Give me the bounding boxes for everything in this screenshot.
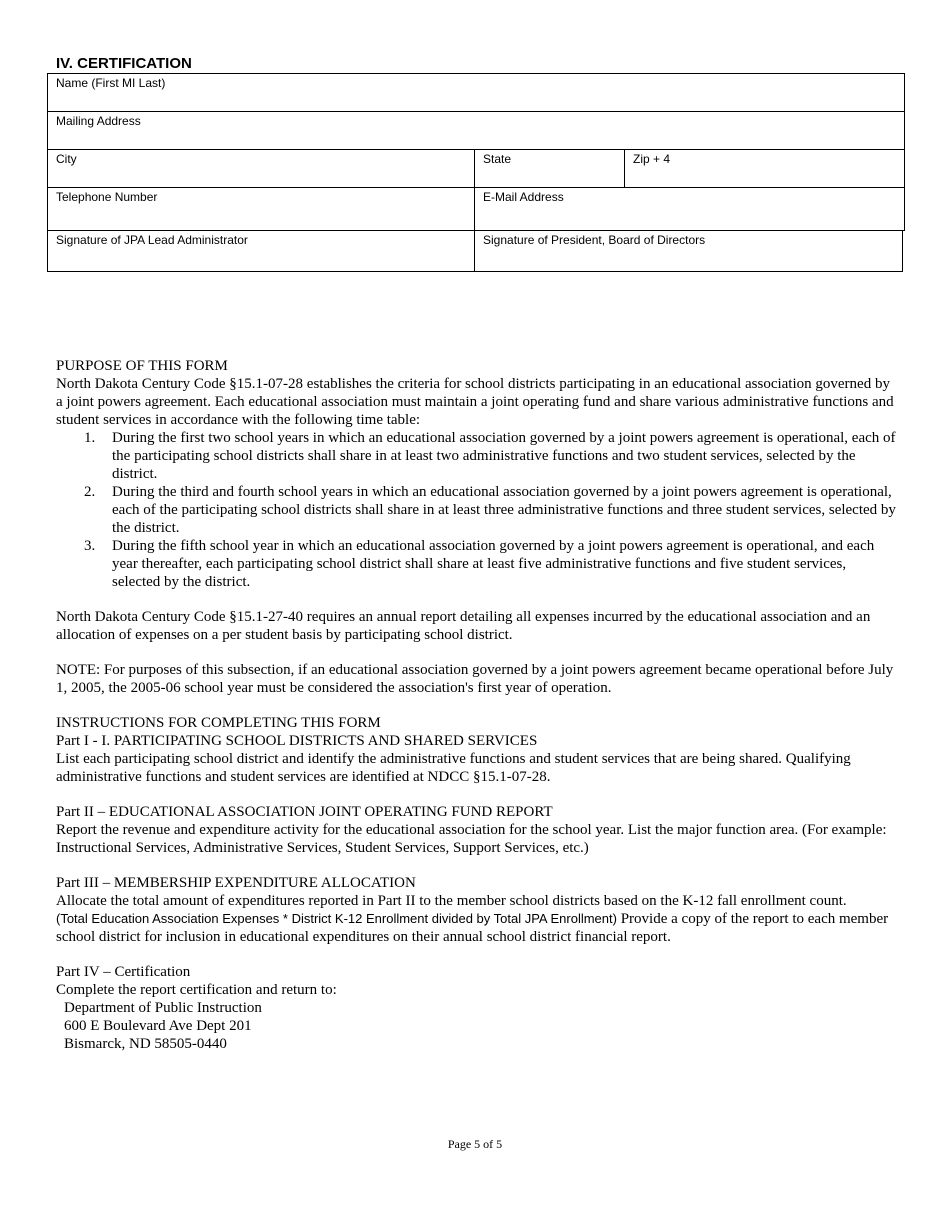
page-number: Page 5 of 5: [447, 1137, 503, 1151]
part1-text: List each participating school district and identify the administrative functions and student services that are being shared. Qualifying administrative functions and student services are identified at NDCC §15.1-07-28.: [56, 751, 851, 785]
mailing-address-label: Mailing Address: [56, 114, 141, 128]
president-signature-field[interactable]: [474, 230, 903, 272]
president-signature-label: Signature of President, Board of Directors: [483, 233, 706, 247]
email-field[interactable]: [474, 187, 905, 231]
timetable-list: [56, 429, 896, 591]
list-text: During the fifth school year in which an educational association governed by a joint powers agreement is operational, and each year thereafter, each participating school district shall share at least five administrative functions and five student services, selected by the district.: [112, 538, 875, 590]
part3-text-a: Allocate the total amount of expenditures reported in Part II to the member school districts based on the K-12 fall enrollment count.: [56, 893, 847, 909]
email-label: E-Mail Address: [483, 190, 564, 204]
list-text: During the first two school years in which an educational association governed by a joint powers agreement is operational, each of the participating school districts shall share in at least two administrative functions and two student services, selected by the district.: [112, 430, 896, 482]
list-item: [56, 537, 896, 591]
address-line: Department of Public Instruction: [64, 1000, 262, 1016]
admin-signature-field[interactable]: [47, 230, 475, 272]
part2-text: Report the revenue and expenditure activity for the educational association for the school year. List the major function area. (For example: Instructional Services, Administrative Services, Student Services, Support Services, etc.): [56, 822, 887, 856]
purpose-intro: North Dakota Century Code §15.1-07-28 establishes the criteria for school districts participating in an educational association governed by a joint powers agreement. Each educational association must maintain a joint operating fund and share various administrative functions and student services in accordance with the following time table:: [56, 376, 894, 428]
telephone-label: Telephone Number: [56, 190, 158, 204]
address-line: 600 E Boulevard Ave Dept 201: [64, 1018, 252, 1034]
annual-report-paragraph: North Dakota Century Code §15.1-27-40 requires an annual report detailing all expenses incurred by the educational association and an allocation of expenses on a per student basis by participating school district.: [56, 609, 871, 643]
list-item: [56, 429, 896, 483]
list-number: 1.: [84, 430, 96, 446]
city-field[interactable]: [47, 149, 475, 188]
part3-text-b: Provide a copy of the report to each member school district for inclusion in educational expenditures on their annual school district financial report.: [56, 911, 889, 945]
mailing-address-field[interactable]: [47, 111, 905, 150]
part3-heading: Part III – MEMBERSHIP EXPENDITURE ALLOCATION: [56, 875, 416, 891]
certification-title: IV. CERTIFICATION: [56, 55, 192, 72]
purpose-heading: PURPOSE OF THIS FORM: [56, 358, 228, 374]
city-label: City: [56, 152, 77, 166]
telephone-field[interactable]: [47, 187, 475, 231]
list-item: [56, 483, 896, 537]
part3-text: [56, 892, 896, 946]
list-text: During the third and fourth school years in which an educational association governed by a joint powers agreement is operational, each of the participating school districts shall share in at least three administrative functions and three student services, selected by the district.: [112, 484, 896, 536]
name-field[interactable]: [47, 73, 905, 112]
part4-heading: Part IV – Certification: [56, 964, 191, 980]
list-number: 3.: [84, 538, 96, 554]
state-field[interactable]: [474, 149, 625, 188]
name-label: Name (First MI Last): [56, 76, 166, 90]
instructions-body: [56, 357, 896, 1053]
list-number: 2.: [84, 484, 96, 500]
admin-signature-label: Signature of JPA Lead Administrator: [56, 233, 248, 247]
state-label: State: [483, 152, 512, 166]
part1-heading: Part I - I. PARTICIPATING SCHOOL DISTRICTS AND SHARED SERVICES: [56, 733, 538, 749]
zip-label: Zip + 4: [633, 152, 671, 166]
address-line: Bismarck, ND 58505-0440: [64, 1036, 227, 1052]
part4-text: Complete the report certification and return to:: [56, 982, 337, 998]
part3-formula: (Total Education Association Expenses * District K-12 Enrollment divided by Total JPA Enrollment): [56, 911, 617, 926]
part2-heading: Part II – EDUCATIONAL ASSOCIATION JOINT OPERATING FUND REPORT: [56, 804, 553, 820]
zip-field[interactable]: [624, 149, 905, 188]
note-paragraph: NOTE: For purposes of this subsection, if an educational association governed by a joint powers agreement became operational before July 1, 2005, the 2005-06 school year must be considered the association's first year of operation.: [56, 662, 894, 696]
instructions-heading: INSTRUCTIONS FOR COMPLETING THIS FORM: [56, 715, 381, 731]
